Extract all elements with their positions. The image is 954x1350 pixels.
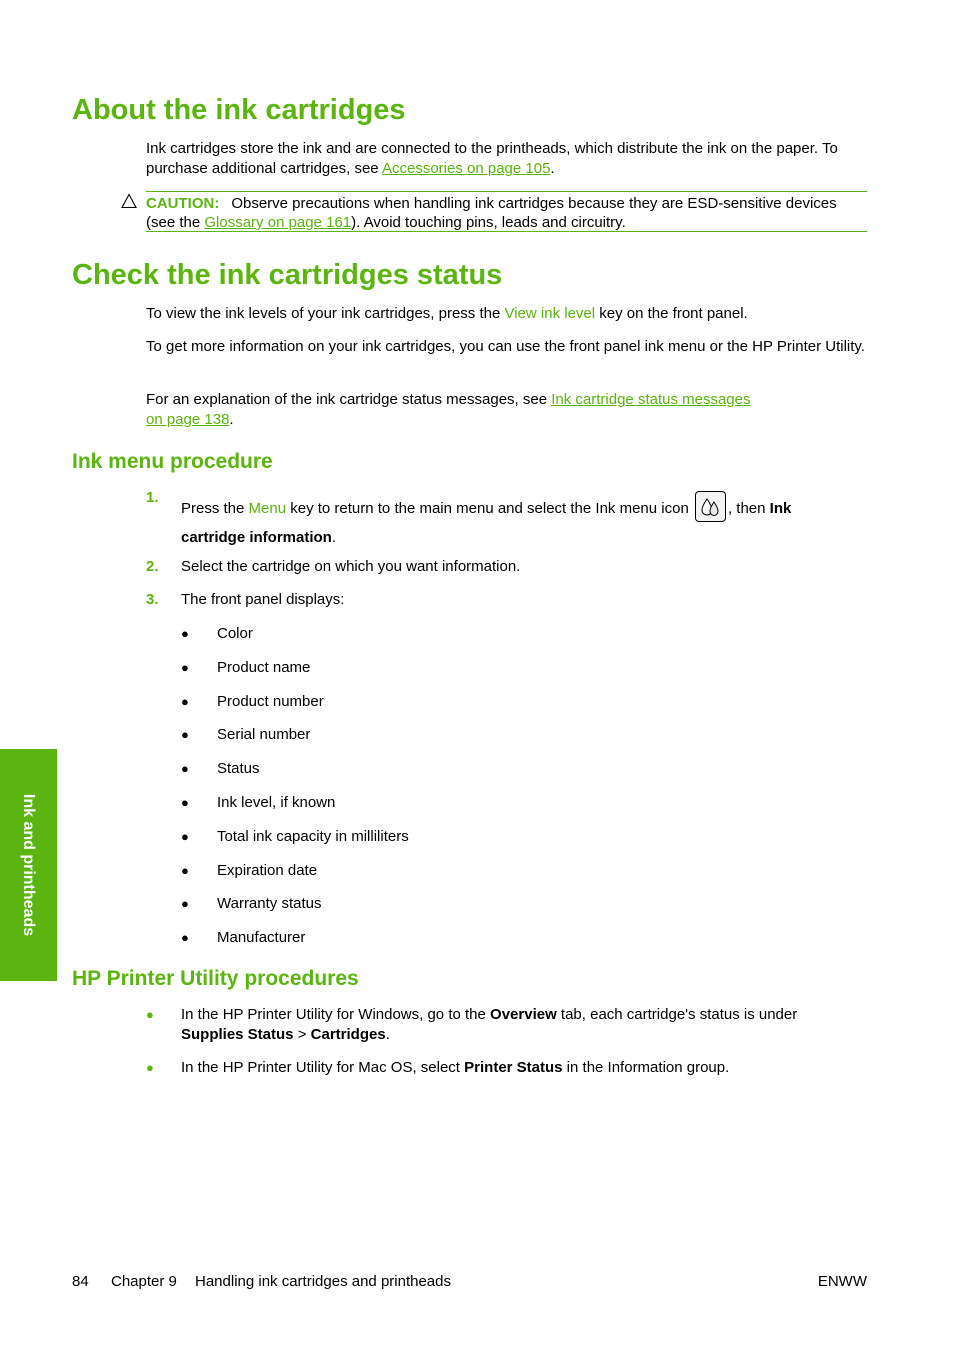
utility-1-c: tab, each cartridge's status is under bbox=[556, 1006, 798, 1023]
utility-1-supplies-status: Supplies Status bbox=[181, 1026, 294, 1043]
step-2-number: 2. bbox=[146, 558, 159, 575]
step-1-bold-a: Ink bbox=[769, 500, 792, 517]
warning-triangle-icon bbox=[121, 193, 137, 209]
check-p3-a: For an explanation of the ink cartridge status messages, see bbox=[146, 391, 552, 408]
list-item-bullet: ● bbox=[181, 660, 189, 675]
utility-bullet-1: ● bbox=[146, 1007, 154, 1022]
list-item-bullet: ● bbox=[181, 896, 189, 911]
list-item: Product number bbox=[217, 693, 324, 710]
list-item-bullet: ● bbox=[181, 829, 189, 844]
caution-label: CAUTION: bbox=[146, 195, 220, 212]
utility-bullet-2: ● bbox=[146, 1060, 154, 1075]
status-messages-link-page[interactable]: on page 138 bbox=[146, 411, 230, 428]
chapter-side-tab bbox=[0, 749, 57, 981]
check-p1-b: key on the front panel. bbox=[595, 305, 748, 322]
step-3-number: 3. bbox=[146, 591, 159, 608]
list-item: Manufacturer bbox=[217, 929, 306, 946]
step-1-text bbox=[181, 494, 871, 552]
step-1-b: key to return to the main menu and select the Ink menu icon bbox=[286, 500, 693, 517]
heading-ink-menu-procedure: Ink menu procedure bbox=[72, 450, 273, 473]
list-item: Total ink capacity in milliliters bbox=[217, 828, 409, 845]
accessories-link[interactable]: Accessories on page 105 bbox=[381, 160, 551, 177]
step-1-c: , then bbox=[727, 500, 770, 517]
ink-drops-icon bbox=[695, 491, 726, 522]
list-item: Expiration date bbox=[217, 862, 318, 879]
heading-check-status: Check the ink cartridges status bbox=[72, 259, 503, 291]
utility-2-a: In the HP Printer Utility for Mac OS, select bbox=[181, 1059, 465, 1076]
step-3-text: The front panel displays: bbox=[181, 591, 345, 608]
step-1-number: 1. bbox=[146, 489, 159, 506]
list-item-bullet: ● bbox=[181, 727, 189, 742]
footer-code: ENWW bbox=[817, 1273, 867, 1290]
list-item: Status bbox=[217, 760, 260, 777]
list-item-bullet: ● bbox=[181, 761, 189, 776]
utility-1-end: . bbox=[385, 1026, 390, 1043]
check-paragraph-3 bbox=[146, 390, 870, 430]
step-1-end: . bbox=[331, 529, 337, 546]
step-1-a: Press the bbox=[181, 500, 249, 517]
heading-hp-printer-utility: HP Printer Utility procedures bbox=[72, 967, 359, 990]
list-item-bullet: ● bbox=[181, 930, 189, 945]
footer-page-number: 84 bbox=[72, 1273, 89, 1290]
check-p3-end: . bbox=[229, 411, 234, 428]
footer-chapter: Chapter 9 bbox=[111, 1273, 177, 1290]
step-2-text: Select the cartridge on which you want information. bbox=[181, 558, 521, 575]
view-ink-level-key: View ink level bbox=[504, 305, 596, 322]
list-item-bullet: ● bbox=[181, 863, 189, 878]
chapter-side-tab-label: Ink and printheads bbox=[20, 793, 37, 937]
list-item: Product name bbox=[217, 659, 311, 676]
caution-note bbox=[146, 191, 867, 232]
list-item: Ink level, if known bbox=[217, 794, 336, 811]
utility-1-a: In the HP Printer Utility for Windows, go to the bbox=[181, 1006, 491, 1023]
step-1-bold-b: cartridge information bbox=[181, 529, 332, 546]
check-paragraph-1 bbox=[146, 304, 870, 324]
list-item-bullet: ● bbox=[181, 626, 189, 641]
list-item: Serial number bbox=[217, 726, 311, 743]
glossary-link[interactable]: Glossary on page 161 bbox=[204, 214, 352, 231]
about-paragraph-end: . bbox=[550, 160, 555, 177]
menu-key: Menu bbox=[248, 500, 287, 517]
status-messages-link[interactable]: Ink cartridge status messages bbox=[551, 391, 751, 408]
heading-about-ink-cartridges: About the ink cartridges bbox=[72, 94, 406, 126]
caution-body-a: Observe precautions when handling ink cartridges because they are ESD-sensitive devices (see the bbox=[146, 195, 837, 231]
utility-item-1 bbox=[181, 1005, 871, 1045]
caution-text bbox=[146, 194, 867, 232]
list-item: Warranty status bbox=[217, 895, 322, 912]
about-paragraph-text: Ink cartridges store the ink and are connected to the printheads, which distribute the ink on the paper. To purchase additional cartridges, see bbox=[146, 140, 838, 177]
footer-chapter-title: Handling ink cartridges and printheads bbox=[195, 1273, 451, 1290]
utility-item-2 bbox=[181, 1058, 871, 1078]
caution-body-b: ). Avoid touching pins, leads and circuitry. bbox=[351, 214, 626, 231]
about-paragraph bbox=[146, 139, 870, 179]
utility-2-c: in the Information group. bbox=[562, 1059, 730, 1076]
list-item-bullet: ● bbox=[181, 795, 189, 810]
utility-1-overview: Overview bbox=[490, 1006, 557, 1023]
utility-1-d: > bbox=[293, 1026, 311, 1043]
check-paragraph-2: To get more information on your ink cartridges, you can use the front panel ink menu or the HP Printer Utility. bbox=[146, 338, 865, 355]
utility-1-cartridges: Cartridges bbox=[310, 1026, 386, 1043]
check-p1-a: To view the ink levels of your ink cartridges, press the bbox=[146, 305, 505, 322]
utility-2-printer-status: Printer Status bbox=[464, 1059, 563, 1076]
list-item: Color bbox=[217, 625, 253, 642]
list-item-bullet: ● bbox=[181, 694, 189, 709]
